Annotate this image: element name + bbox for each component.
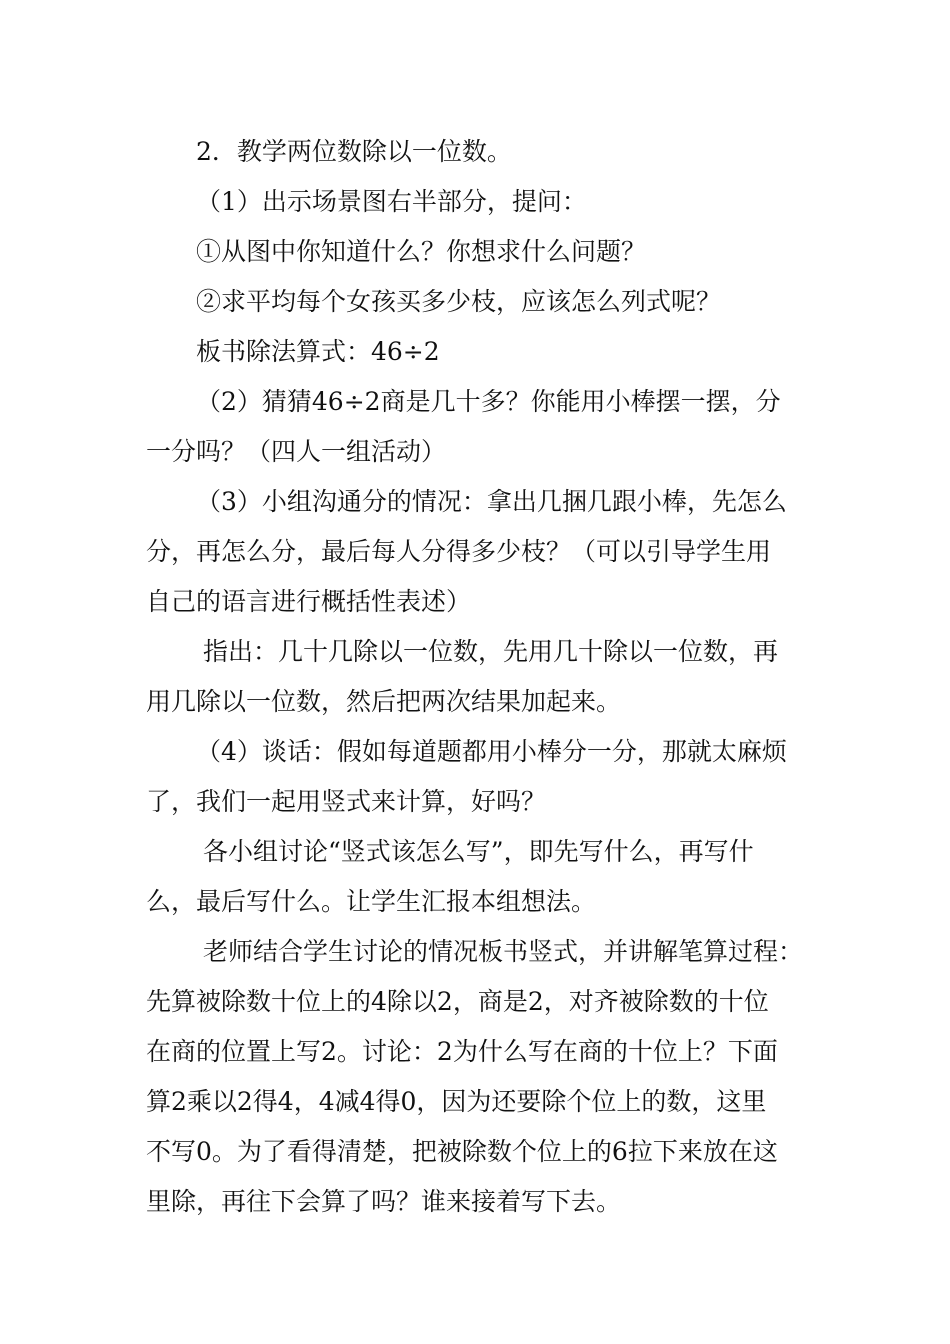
paragraph-line: 各小组讨论“竖式该怎么写”，即先写什么，再写什: [203, 837, 754, 866]
paragraph-line: 先算被除数十位上的4除以2，商是2，对齐被除数的十位: [146, 987, 769, 1016]
paragraph-line: （2）猜猜46÷2商是几十多？你能用小棒摆一摆，分: [196, 387, 781, 416]
paragraph-line: 用几除以一位数，然后把两次结果加起来。: [146, 687, 622, 716]
paragraph-line: （1）出示场景图右半部分，提问：: [196, 187, 587, 216]
section-heading: 2．教学两位数除以一位数。: [196, 137, 512, 166]
document-body: [146, 127, 836, 1227]
paragraph-line: 里除，再往下会算了吗？谁来接着写下去。: [146, 1187, 622, 1216]
paragraph-line: ①从图中你知道什么？你想求什么问题？: [196, 237, 647, 266]
paragraph-line: 么，最后写什么。让学生汇报本组想法。: [146, 887, 597, 916]
paragraph-line: 一分吗？（四人一组活动）: [146, 437, 447, 466]
paragraph-line: 分，再怎么分，最后每人分得多少枝？（可以引导学生用: [146, 537, 772, 566]
paragraph-line: 板书除法算式：46÷2: [196, 337, 440, 366]
paragraph-line: （3）小组沟通分的情况：拿出几捆几跟小棒，先怎么: [196, 487, 787, 516]
paragraph-line: 不写0。为了看得清楚，把被除数个位上的6拉下来放在这: [146, 1137, 778, 1166]
paragraph-line: 了，我们一起用竖式来计算，好吗？: [146, 787, 547, 816]
paragraph-line: 指出：几十几除以一位数，先用几十除以一位数，再: [203, 637, 779, 666]
paragraph-line: 算2乘以2得4，4减4得0，因为还要除个位上的数，这里: [146, 1087, 767, 1116]
paragraph-line: 老师结合学生讨论的情况板书竖式，并讲解笔算过程：: [203, 937, 804, 966]
paragraph-line: （4）谈话：假如每道题都用小棒分一分，那就太麻烦: [196, 737, 787, 766]
paragraph-line: ②求平均每个女孩买多少枝，应该怎么列式呢？: [196, 287, 722, 316]
paragraph-line: 自己的语言进行概括性表述）: [146, 587, 472, 616]
paragraph-line: 在商的位置上写2。讨论：2为什么写在商的十位上？下面: [146, 1037, 778, 1066]
